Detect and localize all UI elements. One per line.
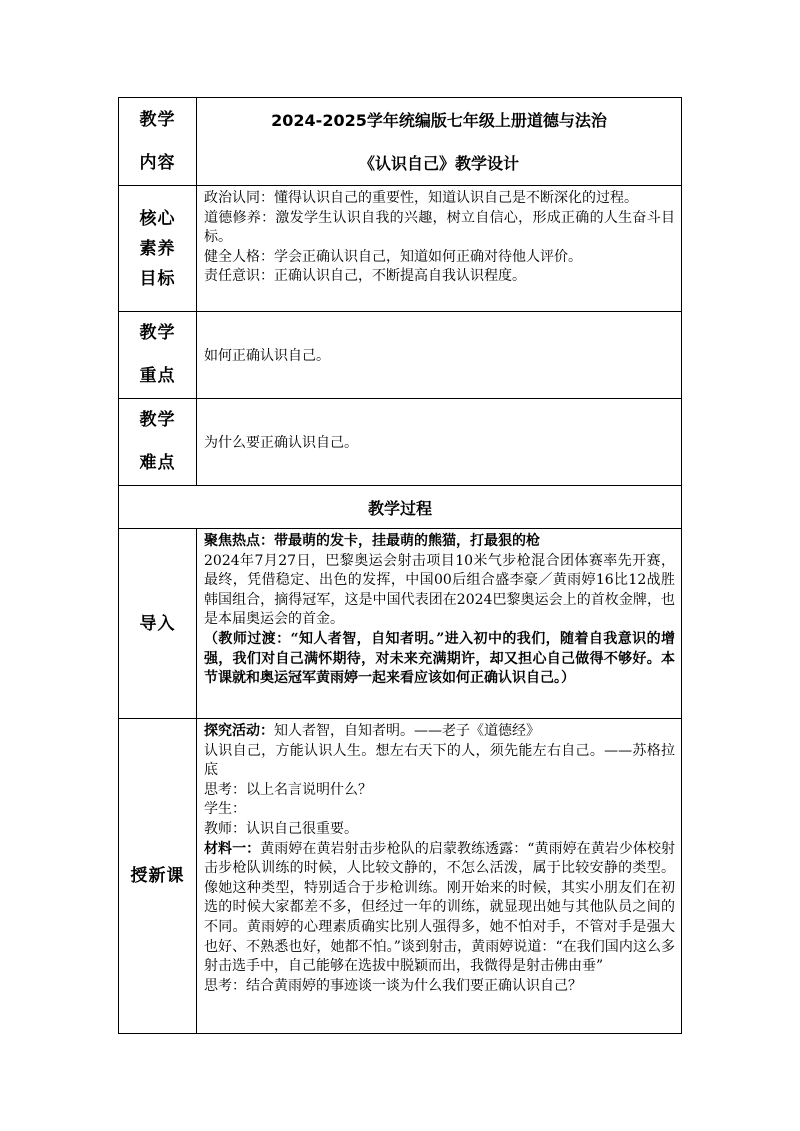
core-goals-content [197,186,682,312]
key-point-row [119,312,682,399]
quote-socrates: 认识自己，方能认识人生。想左右天下的人，须先能左右自己。——苏格拉底 [204,742,675,779]
core-goals-row [119,186,682,312]
label-line: 难点 [139,453,176,473]
new-lesson-row [119,719,682,1034]
document-title: 2024-2025学年统编版七年级上册道德与法治 [271,110,607,130]
label-line: 内容 [139,152,176,173]
difficulty-row [119,399,682,486]
think-question-2: 思考：结合黄雨婷的事迹谈一谈为什么我们要正确认识自己？ [204,977,582,994]
key-point-text: 如何正确认识自己。 [197,312,682,399]
goal-responsibility: 责任意识：正确认识自己，不断提高自我认识程度。 [204,268,526,285]
activity-line [204,722,675,742]
difficulty-text: 为什么要正确认识自己。 [197,399,682,486]
label-line: 重点 [139,366,176,386]
label-line: 教学 [139,109,176,130]
goal-moral: 道德修养：激发学生认识自我的兴趣，树立自信心，形成正确的人生奋斗目标。 [204,209,675,246]
goal-political: 政治认同：懂得认识自己的重要性，知道认识自己是不断深化的过程。 [204,190,638,206]
label-line: 教学 [139,410,176,430]
new-lesson-label-cell [119,719,197,1034]
process-title: 教学过程 [119,486,682,529]
core-goals-label-cell [119,186,197,312]
intro-label: 导入 [139,613,176,634]
material-label: 材料一： [204,840,261,857]
intro-label-cell [119,529,197,719]
intro-heading: 聚焦热点：带最萌的发卡，挂最萌的熊猫，打最狠的枪 [204,533,540,549]
material-one [204,840,675,977]
student-line: 学生： [204,801,246,818]
label-line: 教学 [139,323,176,343]
label-line: 素养 [139,238,176,259]
new-lesson-content [197,719,682,1034]
difficulty-label-cell [119,399,197,486]
activity-label: 探究活动： [204,723,274,739]
think-question-1: 思考：以上名言说明什么？ [204,781,372,798]
intro-body: 2024年7月27日，巴黎奥运会射击项目10米气步枪混合团体赛率先开赛，最终，凭借稳定、出色的发挥，中国00后组合盛李豪／黄雨婷16比12战胜韩国组合，摘得冠军，这是中国代表团在2024巴黎奥运会上的首枚金牌，也是本届奥运会的首金。 [204,552,675,628]
intro-content [197,529,682,719]
teacher-line: 教师：认识自己很重要。 [204,820,358,837]
material-text: 黄雨婷在黄岩射击步枪队的启蒙教练透露：“黄雨婷在黄岩少体校射击步枪队训练的时候，人比较文静的，不怎么活泼，属于比较安静的类型。像她这种类型，特别适合于步枪训练。刚开始来的时候，其实小朋友们在初选的时候大家都差不多，但经过一年的训练，就显现出她与其他队员之间的不同。黄雨婷的心理素质确实比别人强得多，她不怕对手，不管对手是强大也好、不熟悉也好，她都不怕。”谈到射击，黄雨婷说道：“在我们国内这么多射击选手中，自己能够在选拔中脱颖而出，我微得是射击佛由垂” [204,840,676,975]
label-line: 目标 [139,268,176,289]
intro-transition: （教师过渡：“知人者智，自知者明。”进入初中的我们，随着自我意识的增强，我们对自己满怀期待，对未来充满期许，却又担心自己做得不够好。本节课就和奥运冠军黄雨婷一起来看应该如何正确认识自己。） [204,630,675,687]
lesson-plan-table [118,97,682,1034]
new-lesson-label: 授新课 [130,866,185,886]
goal-personality: 健全人格：学会正确认识自己，知道如何正确对待他人评价。 [204,248,582,265]
header-row [119,98,682,186]
document-subtitle: 《认识自己》教学设计 [358,153,519,173]
activity-text: 知人者智，自知者明。——老子《道德经》 [274,723,540,739]
label-line: 核心 [139,208,176,229]
title-cell [197,98,682,186]
content-label-cell [119,98,197,186]
key-point-label-cell [119,312,197,399]
process-title-row [119,486,682,529]
intro-row [119,529,682,719]
